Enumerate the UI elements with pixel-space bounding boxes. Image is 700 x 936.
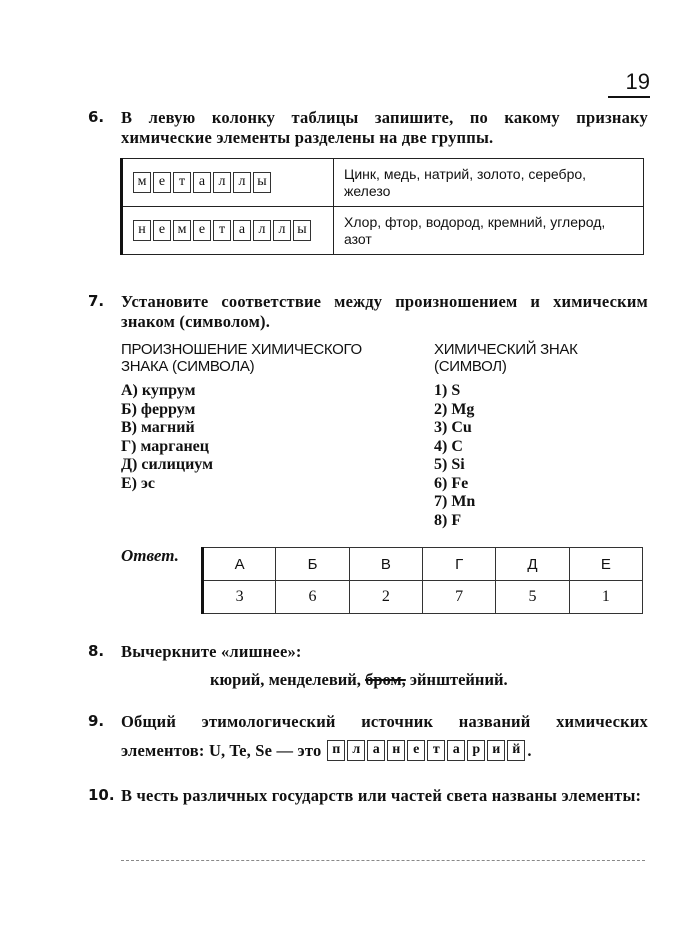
letter-box: т xyxy=(213,220,231,241)
answer-header-cell: Д xyxy=(496,548,569,581)
task-text-line-1: Общий этимологический источник названий химических xyxy=(121,712,648,731)
answer-header-row xyxy=(203,548,643,581)
task-text: В честь различных государств или частей света названы элементы: xyxy=(121,786,642,805)
word: кюрий, xyxy=(210,670,265,689)
list-item: 5) Si xyxy=(434,456,465,473)
task-8 xyxy=(88,642,648,662)
letter-box: л xyxy=(273,220,291,241)
task-text-line-2 xyxy=(121,740,648,761)
letter-box: а xyxy=(193,172,211,193)
task-text: В левую колонку таблицы запишите, по какому признаку химические элементы разделены на две группы. xyxy=(121,108,648,147)
list-item: Д) силициум xyxy=(121,456,213,473)
end-punctuation: . xyxy=(527,740,532,760)
task-6 xyxy=(88,108,648,148)
answer-cell[interactable] xyxy=(122,207,334,255)
letter-box: л xyxy=(233,172,251,193)
task-10 xyxy=(88,786,648,806)
answer-value-cell[interactable]: 5 xyxy=(496,581,569,614)
letter-box: е xyxy=(193,220,211,241)
list-item: 4) C xyxy=(434,437,463,455)
list-item: 8) F xyxy=(434,511,462,529)
answer-value-cell[interactable]: 7 xyxy=(422,581,495,614)
table-row xyxy=(122,207,644,255)
answer-table xyxy=(201,547,643,614)
letter-box: т xyxy=(173,172,191,193)
answer-header-cell: Б xyxy=(276,548,349,581)
letter-box: ы xyxy=(293,220,311,241)
letter-box: м xyxy=(133,172,151,193)
table-row xyxy=(122,159,644,207)
letter-box: а xyxy=(367,740,385,761)
list-item: Е) эс xyxy=(121,474,156,492)
list-item: Б) феррум xyxy=(121,400,196,418)
list-item: В) магний xyxy=(121,419,195,436)
task-9 xyxy=(88,712,648,761)
letter-boxes xyxy=(133,220,311,241)
letter-box: а xyxy=(233,220,251,241)
letter-box: л xyxy=(347,740,365,761)
letter-box: е xyxy=(153,172,171,193)
answer-value-cell[interactable]: 2 xyxy=(349,581,422,614)
symbol-list xyxy=(434,382,475,530)
word-list xyxy=(210,670,508,690)
list-item: 2) Mg xyxy=(434,400,475,418)
answer-value-cell[interactable]: 6 xyxy=(276,581,349,614)
letter-box: й xyxy=(507,740,525,761)
list-item: 7) Mn xyxy=(434,493,476,510)
elements-cell: Цинк, медь, натрий, золото, серебро, железо xyxy=(334,159,644,207)
task-number: 8. xyxy=(88,642,105,660)
list-item: 3) Cu xyxy=(434,419,472,436)
answer-value-cell[interactable]: 3 xyxy=(203,581,276,614)
answer-line[interactable] xyxy=(121,860,645,861)
word: менделевий, xyxy=(268,670,361,689)
task-number: 7. xyxy=(88,292,105,310)
letter-box: л xyxy=(213,172,231,193)
answer-header-cell: Г xyxy=(422,548,495,581)
answer-header-cell: А xyxy=(203,548,276,581)
letter-box: н xyxy=(133,220,151,241)
letter-box: л xyxy=(253,220,271,241)
task-text: Вычеркните «лишнее»: xyxy=(121,642,302,661)
letter-box: е xyxy=(407,740,425,761)
letter-box: е xyxy=(153,220,171,241)
list-item: 1) S xyxy=(434,382,461,399)
task-7 xyxy=(88,292,648,332)
task-text: элементов: U, Te, Se — это xyxy=(121,740,322,760)
letter-box: а xyxy=(447,740,465,761)
letter-box: и xyxy=(487,740,505,761)
page-number: 19 xyxy=(608,70,650,98)
task-number: 6. xyxy=(88,108,105,126)
letter-box: п xyxy=(327,740,345,761)
letter-boxes[interactable] xyxy=(327,740,525,761)
answer-label: Ответ. xyxy=(121,546,179,565)
pronunciation-list xyxy=(121,382,213,493)
letter-box: р xyxy=(467,740,485,761)
word: эйнштейний. xyxy=(409,670,508,689)
letter-box: ы xyxy=(253,172,271,193)
list-item: Г) марганец xyxy=(121,437,209,455)
answer-header-cell: В xyxy=(349,548,422,581)
groups-table xyxy=(120,158,644,255)
answer-value-row xyxy=(203,581,643,614)
symbol-header: ХИМИЧЕСКИЙ ЗНАК (СИМВОЛ) xyxy=(434,341,578,375)
answer-cell[interactable] xyxy=(122,159,334,207)
letter-box: н xyxy=(387,740,405,761)
answer-value-cell[interactable]: 1 xyxy=(569,581,642,614)
answer-header-cell: Е xyxy=(569,548,642,581)
struck-word: бром, xyxy=(365,670,406,689)
list-item: 6) Fe xyxy=(434,474,469,492)
task-text: Установите соответствие между произношением и химическим знаком (символом). xyxy=(121,292,648,331)
letter-box: т xyxy=(427,740,445,761)
elements-cell: Хлор, фтор, водород, кремний, углерод, азот xyxy=(334,207,644,255)
pronunciation-header: ПРОИЗНОШЕНИЕ ХИМИЧЕСКОГО ЗНАКА (СИМВОЛА) xyxy=(121,341,362,375)
task-number: 9. xyxy=(88,712,105,730)
letter-boxes xyxy=(133,172,271,193)
letter-box: м xyxy=(173,220,191,241)
task-number: 10. xyxy=(88,786,115,804)
list-item: А) купрум xyxy=(121,382,196,399)
